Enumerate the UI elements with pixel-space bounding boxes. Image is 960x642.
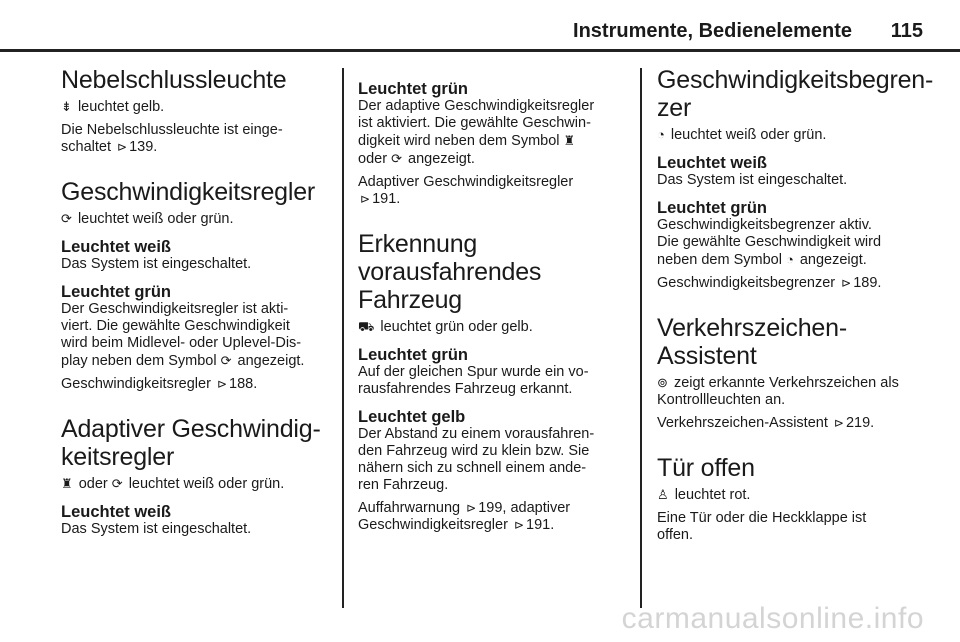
- section-title: Erkennung vorausfahrendes Fahrzeug: [358, 230, 542, 314]
- column-3: [657, 66, 934, 552]
- section-title: Nebelschlussleuchte: [61, 66, 287, 94]
- door-open-icon: ♙: [657, 487, 669, 502]
- section-title: Verkehrszeichen- Assistent: [657, 314, 847, 370]
- cruise-control-icon: ⟳: [391, 151, 402, 166]
- watermark: carmanualsonline.info: [621, 602, 924, 635]
- cruise-control-icon: ⟳: [111, 476, 123, 491]
- section-adaptiver-geschwindigkeitsregler: Adaptiver Geschwindig- keitsregler ♜ oder ⟳ leuchtet weiß oder grün. Leuchtet weiß Das System ist eingeschaltet.: [61, 415, 331, 538]
- column-1: [61, 66, 331, 546]
- reference-arrow-icon: ⊳: [466, 501, 477, 515]
- chapter-title: Instrumente, Bedienelemente: [573, 20, 852, 42]
- subheading: Leuchtet weiß: [61, 503, 172, 521]
- reference-arrow-icon: ⊳: [360, 192, 371, 206]
- fog-light-icon: ⇟: [61, 99, 72, 114]
- traffic-sign-icon: ⊚: [657, 375, 668, 390]
- column-divider-1: [342, 68, 344, 608]
- section-title: Geschwindigkeitsregler: [61, 178, 316, 206]
- page-header: [0, 14, 960, 50]
- subheading: Leuchtet gelb: [358, 408, 466, 426]
- cruise-control-icon: ⟳: [220, 353, 232, 368]
- reference-arrow-icon: ⊳: [216, 377, 227, 391]
- section-geschwindigkeitsbegrenzer: Geschwindigkeitsbegren- zer ◔ leuchtet weiß oder grün. Leuchtet weiß Das System ist eingeschaltet. Leuchtet grün Geschwindigkeitsbegrenzer aktiv. Die gewählte Geschwindigkeit wird neben dem Symbol ◔ angezeigt. Geschwindigkeitsbegrenzer ⊳ 189.: [657, 66, 934, 291]
- section-title: Tür offen: [657, 454, 755, 482]
- subheading: Leuchtet grün: [358, 346, 468, 364]
- page-reference-link[interactable]: 139.: [129, 139, 158, 155]
- subheading: Leuchtet grün: [61, 283, 171, 301]
- speed-limiter-icon: ◔: [657, 127, 665, 142]
- page-reference-link[interactable]: 188.: [229, 376, 258, 392]
- subheading: Leuchtet weiß: [61, 238, 172, 256]
- page-reference-link[interactable]: 191.: [526, 517, 555, 533]
- page-reference-link[interactable]: 189.: [853, 275, 882, 291]
- adaptive-cruise-icon: ♜: [563, 133, 576, 148]
- section-geschwindigkeitsregler: Geschwindigkeitsregler ⟳ leuchtet weiß oder grün. Leuchtet weiß Das System ist eingeschaltet. Leuchtet grün Der Geschwindigkeitsregler ist akti- viert. Die gewählte Geschwindigkeit wird beim Midlevel- oder Uplevel-Dis- play neben dem Symbol ⟳ angezeigt. Geschwindigkeitsregler ⊳ 188.: [61, 178, 331, 393]
- adaptive-cruise-icon: ♜: [61, 476, 73, 491]
- page-reference-link[interactable]: 191.: [372, 191, 401, 207]
- section-tuer-offen: Tür offen ♙ leuchtet rot. Eine Tür oder die Heckklappe ist offen.: [657, 454, 927, 544]
- reference-arrow-icon: ⊳: [513, 518, 524, 532]
- column-2: [358, 66, 626, 542]
- reference-arrow-icon: ⊳: [841, 276, 852, 290]
- reference-arrow-icon: ⊳: [833, 416, 844, 430]
- subheading: Leuchtet grün: [657, 199, 767, 217]
- page-number: 115: [890, 20, 923, 42]
- cruise-control-icon: ⟳: [61, 211, 72, 226]
- column-divider-2: [640, 68, 642, 608]
- page-reference-link[interactable]: 219.: [845, 415, 875, 431]
- section-title: Adaptiver Geschwindig- keitsregler: [61, 415, 321, 471]
- subheading: Leuchtet weiß: [657, 154, 768, 172]
- section-adaptive-green: Leuchtet grün Der adaptive Geschwindigkeitsregler ist aktiviert. Die gewählte Geschwin- digkeit wird neben dem Symbol ♜ oder ⟳ angezeigt. Adaptiver Geschwindigkeitsregler ⊳ 191.: [358, 80, 626, 208]
- section-erkennung-vorausfahrendes-fahrzeug: Erkennung vorausfahrendes Fahrzeug ⛟ leuchtet grün oder gelb. Leuchtet grün Auf der gleichen Spur wurde ein vo- rausfahrendes Fahrzeug erkannt. Leuchtet gelb Der Abstand zu einem vorausfahren- den Fahrzeug wird zu klein bzw. Sie nähern sich zu schnell einem ande- ren Fahrzeug. Auffahrwarnung ⊳ 199, adaptiver Geschwindigkeitsregler ⊳ 191.: [358, 230, 626, 534]
- section-nebelschlussleuchte: Nebelschlussleuchte ⇟ leuchtet gelb. Die Nebelschlussleuchte ist einge- schaltet ⊳ 139.: [61, 66, 331, 156]
- section-title: Geschwindigkeitsbegren- zer: [657, 66, 934, 122]
- vehicle-ahead-icon: ⛟: [358, 319, 375, 334]
- page-reference-link[interactable]: 199, adaptiver: [478, 500, 571, 516]
- reference-arrow-icon: ⊳: [117, 140, 128, 154]
- speed-limiter-icon: ◔: [785, 252, 794, 267]
- header-rule: [0, 49, 960, 52]
- section-verkehrszeichen-assistent: Verkehrszeichen- Assistent ⊚ zeigt erkannte Verkehrszeichen als Kontrollleuchten an. Verkehrszeichen-Assistent ⊳ 219.: [657, 314, 927, 432]
- subheading: Leuchtet grün: [358, 80, 468, 98]
